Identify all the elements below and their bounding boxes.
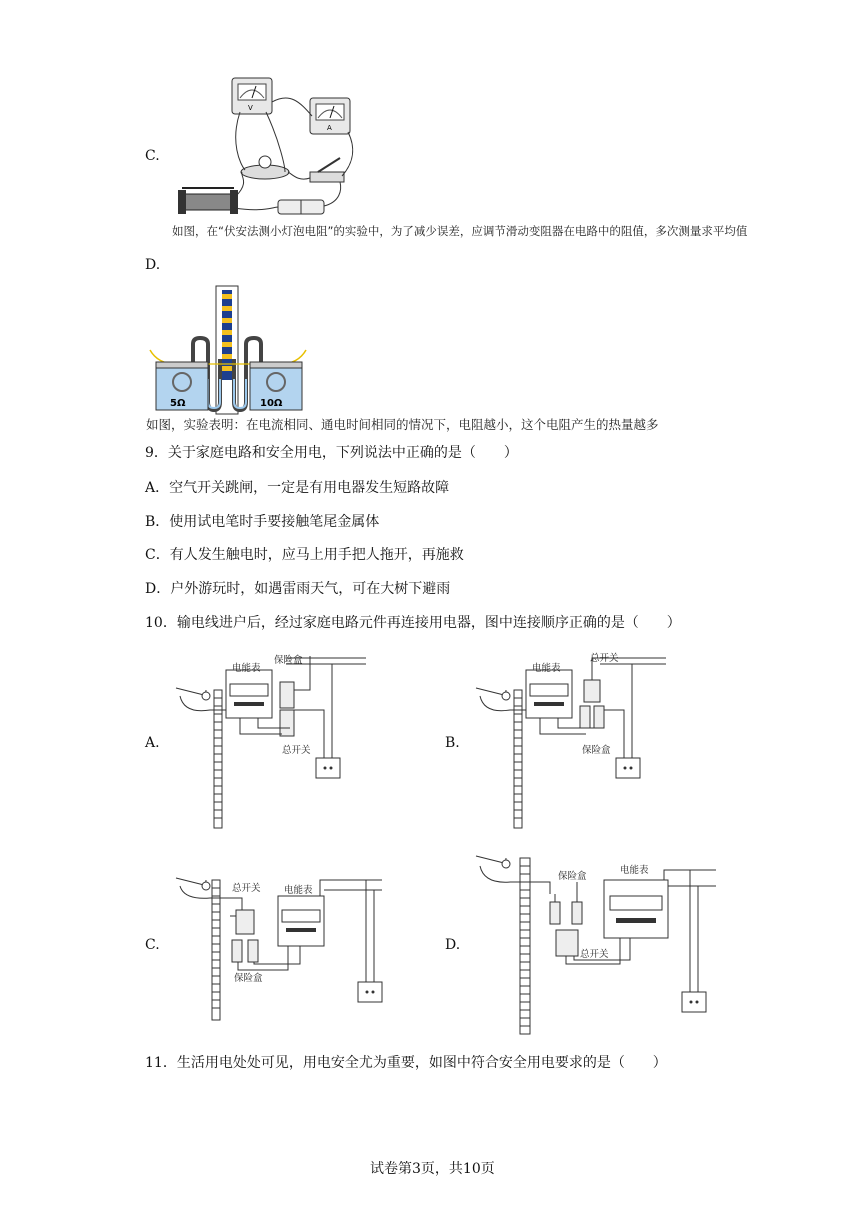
q10-b-fuse-label: 保险盒 [582, 745, 611, 756]
rheostat-icon [178, 188, 238, 214]
q9-option-b: B．使用试电笔时手要接触笔尾金属体 [145, 514, 380, 530]
q9-option-a: A．空气开关跳闸，一定是有用电器发生短路故障 [145, 480, 450, 496]
q8-option-c-circuit-figure [170, 72, 360, 222]
svg-text:5Ω: 5Ω [170, 398, 186, 409]
q10-a-fuse-label: 保险盒 [274, 655, 303, 666]
left-container [156, 362, 208, 410]
ammeter-icon [310, 98, 350, 134]
q8-option-d-letter: D. [145, 257, 161, 273]
battery-icon [278, 200, 324, 214]
q10-option-b-letter: B. [445, 735, 460, 751]
q10-a-switch-label: 总开关 [282, 745, 311, 756]
q10-d-switch-label: 总开关 [580, 949, 609, 960]
q8-option-c-caption: 如图，在“伏安法测小灯泡电阻”的实验中，为了减少误差，应调节滑动变阻器在电路中的阻值，多次测量求平均值 [172, 224, 748, 238]
q9-stem: 9．关于家庭电路和安全用电，下列说法中正确的是（ ） [145, 445, 518, 461]
svg-text:10Ω: 10Ω [260, 398, 283, 409]
page-footer: 试卷第3页，共10页 [370, 1161, 495, 1177]
q10-option-a-diagram [170, 650, 370, 830]
q10-d-fuse-label: 保险盒 [558, 871, 587, 882]
q10-option-d-diagram [470, 850, 720, 1040]
q9-option-d: D．户外游玩时，如遇雷雨天气，可在大树下避雨 [145, 581, 451, 597]
q10-c-switch-label: 总开关 [232, 883, 261, 894]
bulb-icon [241, 156, 289, 179]
q8-option-d-caption: 如图，实验表明：在电流相同、通电时间相同的情况下，电阻越小，这个电阻产生的热量越多 [146, 417, 659, 432]
q10-d-meter-label: 电能表 [620, 865, 649, 876]
q8-option-c-letter: C. [145, 148, 160, 164]
q8-option-d-experiment-figure [148, 284, 308, 414]
q10-c-meter-label: 电能表 [284, 885, 313, 896]
q10-option-c-diagram [170, 850, 390, 1030]
q10-option-a-letter: A. [145, 735, 160, 751]
q10-stem: 10．输电线进户后，经过家庭电路元件再连接用电器，图中连接顺序正确的是（ ） [145, 615, 681, 631]
q11-stem: 11．生活用电处处可见，用电安全尤为重要，如图中符合安全用电要求的是（ ） [145, 1055, 667, 1071]
svg-text:V: V [248, 104, 253, 112]
q10-option-b-diagram [470, 650, 670, 830]
q10-option-d-letter: D. [445, 937, 461, 953]
svg-text:A: A [327, 124, 332, 132]
q10-c-fuse-label: 保险盒 [234, 973, 263, 984]
q10-a-meter-label: 电能表 [232, 663, 261, 674]
q10-b-meter-label: 电能表 [532, 663, 561, 674]
q10-option-c-letter: C. [145, 937, 160, 953]
q9-option-c: C．有人发生触电时，应马上用手把人拖开，再施救 [145, 547, 464, 563]
voltmeter-icon [232, 78, 272, 114]
switch-icon [310, 158, 344, 182]
q10-b-switch-label: 总开关 [590, 653, 619, 664]
right-container [250, 362, 302, 410]
